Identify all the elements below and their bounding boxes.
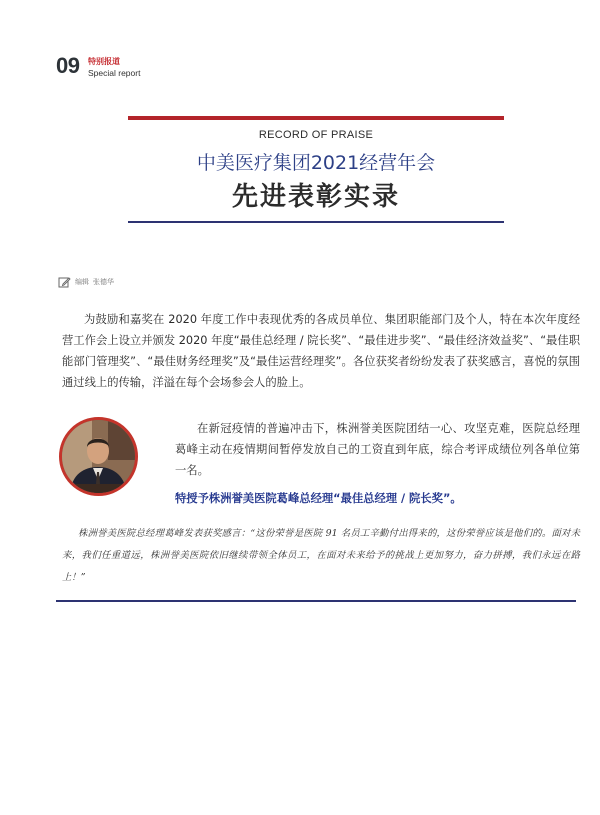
intro-paragraph: 为鼓励和嘉奖在 2020 年度工作中表现优秀的各成员单位、集团职能部门及个人，特在本次年度经营工作会上设立并颁发 2020 年度“最佳总经理 / 院长奖”、“最佳进步奖”、“最佳经济效益奖”、“最佳职能部门管理奖”、“最佳财务经理奖”及“最佳运营经理奖”。各位获奖者纷纷发表了获奖感言，喜悦的氛围通过线上的传输，洋溢在每个会场参会人的脸上。 [62,313,580,389]
editor-name: 张德华 [93,278,114,286]
title-blue-rule [128,221,504,223]
article-subtitle: 中美医疗集团2021经营年会 [196,152,436,174]
page-number: 09 [56,53,80,78]
editor-credit [58,275,114,289]
award-statement: 特授予株洲誉美医院葛峰总经理“最佳总经理 / 院长奖”。 [175,492,462,505]
acceptance-quote: 株洲誉美医院总经理葛峰发表获奖感言：“这份荣誉是医院 91 名员工辛勤付出得来的，这份荣誉应该是他们的。面对未来，我们任重道远，株洲誉美医院依旧继续带领全体员工，在面对未来给予的挑战上更加努力，奋力拼搏，我们永远在路上！” [62,528,580,583]
top-red-rule [128,116,504,120]
edit-icon [58,276,71,289]
bottom-rule [56,600,576,602]
english-heading: RECORD OF PRAISE [258,129,374,141]
section-title-cn: 特别报道 [88,57,120,66]
editor-label: 编辑 [75,278,89,286]
portrait-photo [59,417,138,496]
article-title: 先进表彰实录 [231,182,400,212]
hospital-paragraph: 在新冠疫情的普遍冲击下，株洲誉美医院团结一心、攻坚克难，医院总经理葛峰主动在疫情期间暂停发放自己的工资直到年底，综合考评成绩位列各单位第一名。 [175,422,580,477]
section-title-en: Special report [88,68,141,78]
